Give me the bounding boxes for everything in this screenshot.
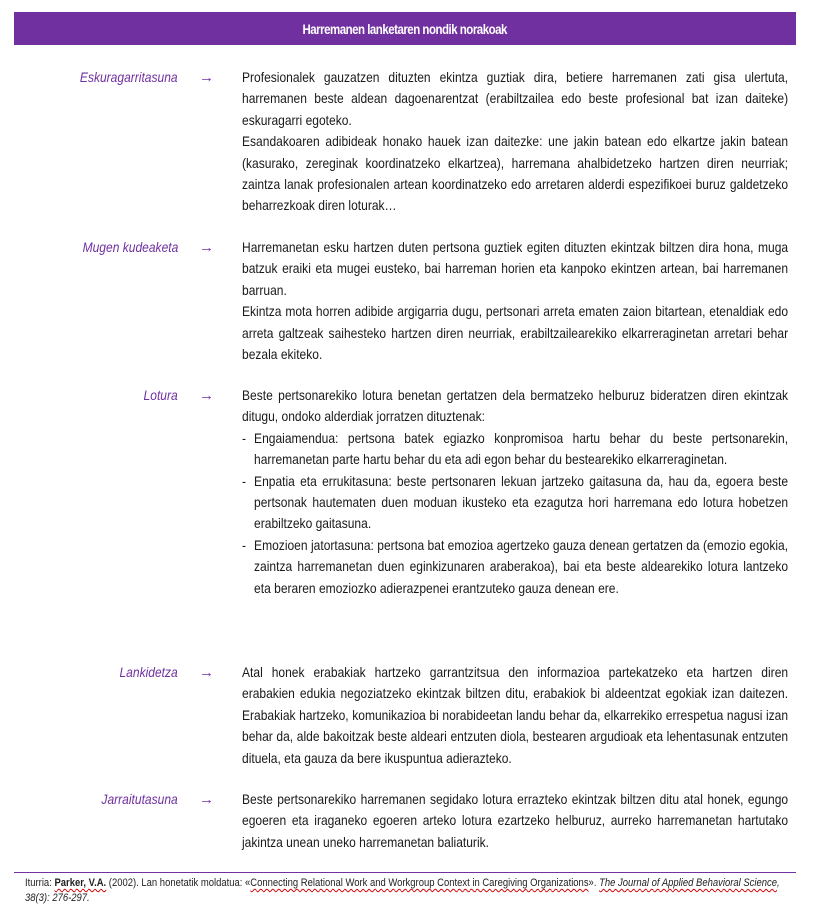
description-paragraph: Ekintza mota horren adibide argigarria dugu, pertsonari arreta ematen zaion bitartean, etenaldiak edo arreta galtzeak saihesteko hartzen diren neurriak, erabiltzailearekiko elkarreraginetan arretari behar bezala ekiteko. [242, 303, 789, 363]
description-paragraph: Harremanetan esku hartzen duten pertsona guztiek egiten dituzten ekintzak biltzen dira hona, muga batzuk eraiki eta mugei eusteko, bai harreman horien eta kanpoko ekintzen artean, bai harremanen barruan. [242, 239, 789, 298]
citation-title: Connecting Relational Work and Workgroup Context in Caregiving Organizations [250, 877, 589, 889]
arrow-right-icon: → [199, 387, 214, 404]
citation-prefix: Iturria: [25, 877, 55, 889]
concept-term: Lankidetza [119, 664, 178, 680]
concept-term: Jarraitutasuna [101, 791, 178, 807]
citation-author: Parker, V.A. [54, 877, 107, 889]
concept-description [242, 789, 788, 853]
concept-term: Lotura [143, 387, 178, 403]
bullet-item [242, 535, 788, 599]
description-paragraph: Beste pertsonarekiko lotura benetan gertatzen dela bermatzeko helburuz bideratzen diren ekintzak ditugu, ondoko alderdiak jorratzen dituztenak: [242, 387, 789, 425]
description-paragraph: Profesionalek gauzatzen dituzten ekintza guztiak dira, betiere harremanen zati gisa ulertuta, harremanen beste aldean dagoenarentzat (erabiltzailea edo beste profesional bat izan daiteke) eskuragarri egoteko. [242, 69, 789, 128]
concept-description [242, 237, 788, 365]
description-paragraph: Beste pertsonarekiko harremanen segidako lotura errazteko ekintzak biltzen ditu atal honek, egungo egoeren eta iraganeko egoeren arteko lotura ezartzeko helburuz, aurreko harremanetan hartutako jakintza unean uneko harremanetan baliaturik. [242, 791, 789, 850]
arrow-right-icon: → [199, 664, 214, 681]
description-paragraph: Esandakoaren adibideak honako hauek izan daitezke: une jakin batean edo elkartze jakin batean (kasurako, zereginak koordinatzeko elkartzea), harremana ahalbidetzeko hartzen diren neurriak; zaintza lanak profesionalen artean koordinatzeko edo arretaren alderdi espezifikoei buruz galdetzeko beharrezkoak diren loturak… [242, 133, 789, 214]
table-header-bar [14, 12, 796, 45]
bullet-dash: - [242, 472, 247, 489]
concept-description [242, 662, 788, 769]
citation-year: (2002). Lan honetatik moldatua: « [106, 877, 251, 889]
concept-term: Eskuragarritasuna [80, 69, 178, 85]
citation-journal: The Journal of Applied Behavioral Science [599, 877, 778, 889]
bullet-text: Engaiamendua: pertsona batek egiazko konpromisoa hartu behar du beste pertsonarekin, harremanetan parte hartu behar du eta adi egon behar du bestearekiko elkarreraginetan. [254, 429, 789, 468]
bullet-text: Emozioen jatortasuna: pertsona bat emozioa agertzeko gauza denean gertatzen da (emozio egokia, zaintza harremanetan duen eginkizunaren araberakoa), bai eta beste aldearekiko lotura lantzeko eta beraren emoziozko adierazpenei erantzuteko gauza denean ere. [254, 536, 789, 596]
arrow-right-icon: → [199, 791, 214, 808]
concept-term: Mugen kudeaketa [82, 239, 178, 255]
bullet-text: Enpatia eta errukitasuna: beste pertsonaren lekuan jartzeko gaitasuna da, hau da, egoera beste pertsonak hautematen duen moduan ikusteko eta ezagutza hori harremana edo lotura hobetzen erabiltzeko gaitasuna. [254, 472, 789, 532]
description-paragraph: Atal honek erabakiak hartzeko garrantzitsua den informazioa partekatzeko eta hartzen diren erabakien edukia negoziatzeko ekintzak biltzen ditu, erabakiok bi aldeentzat egokiak izan daitezen. Erabakiak hartzeko, komunikazioa bi norabideetan landu behar da, elkarrekiko errespetua nagusi izan behar da, alde bakoitzak beste aldeari entzuten diola, bestearen argudioak eta lehentasunak entzuten dituela, eta gauza da bere ikuspuntua adierazteko. [242, 664, 789, 766]
citation-after-title: ». [588, 877, 600, 889]
bullet-dash: - [242, 536, 247, 553]
citation-volume: , 38(3): 276-297. [25, 877, 780, 904]
table-title: Harremanen lanketaren nondik norakoak [302, 20, 508, 37]
concept-description [242, 67, 788, 217]
bullet-dash: - [242, 429, 247, 446]
bullet-item [242, 428, 788, 471]
arrow-right-icon: → [199, 239, 214, 256]
bullet-item [242, 471, 788, 535]
concept-description [242, 385, 788, 599]
footer-divider [14, 872, 796, 873]
source-citation [25, 876, 795, 906]
arrow-right-icon: → [199, 69, 214, 86]
